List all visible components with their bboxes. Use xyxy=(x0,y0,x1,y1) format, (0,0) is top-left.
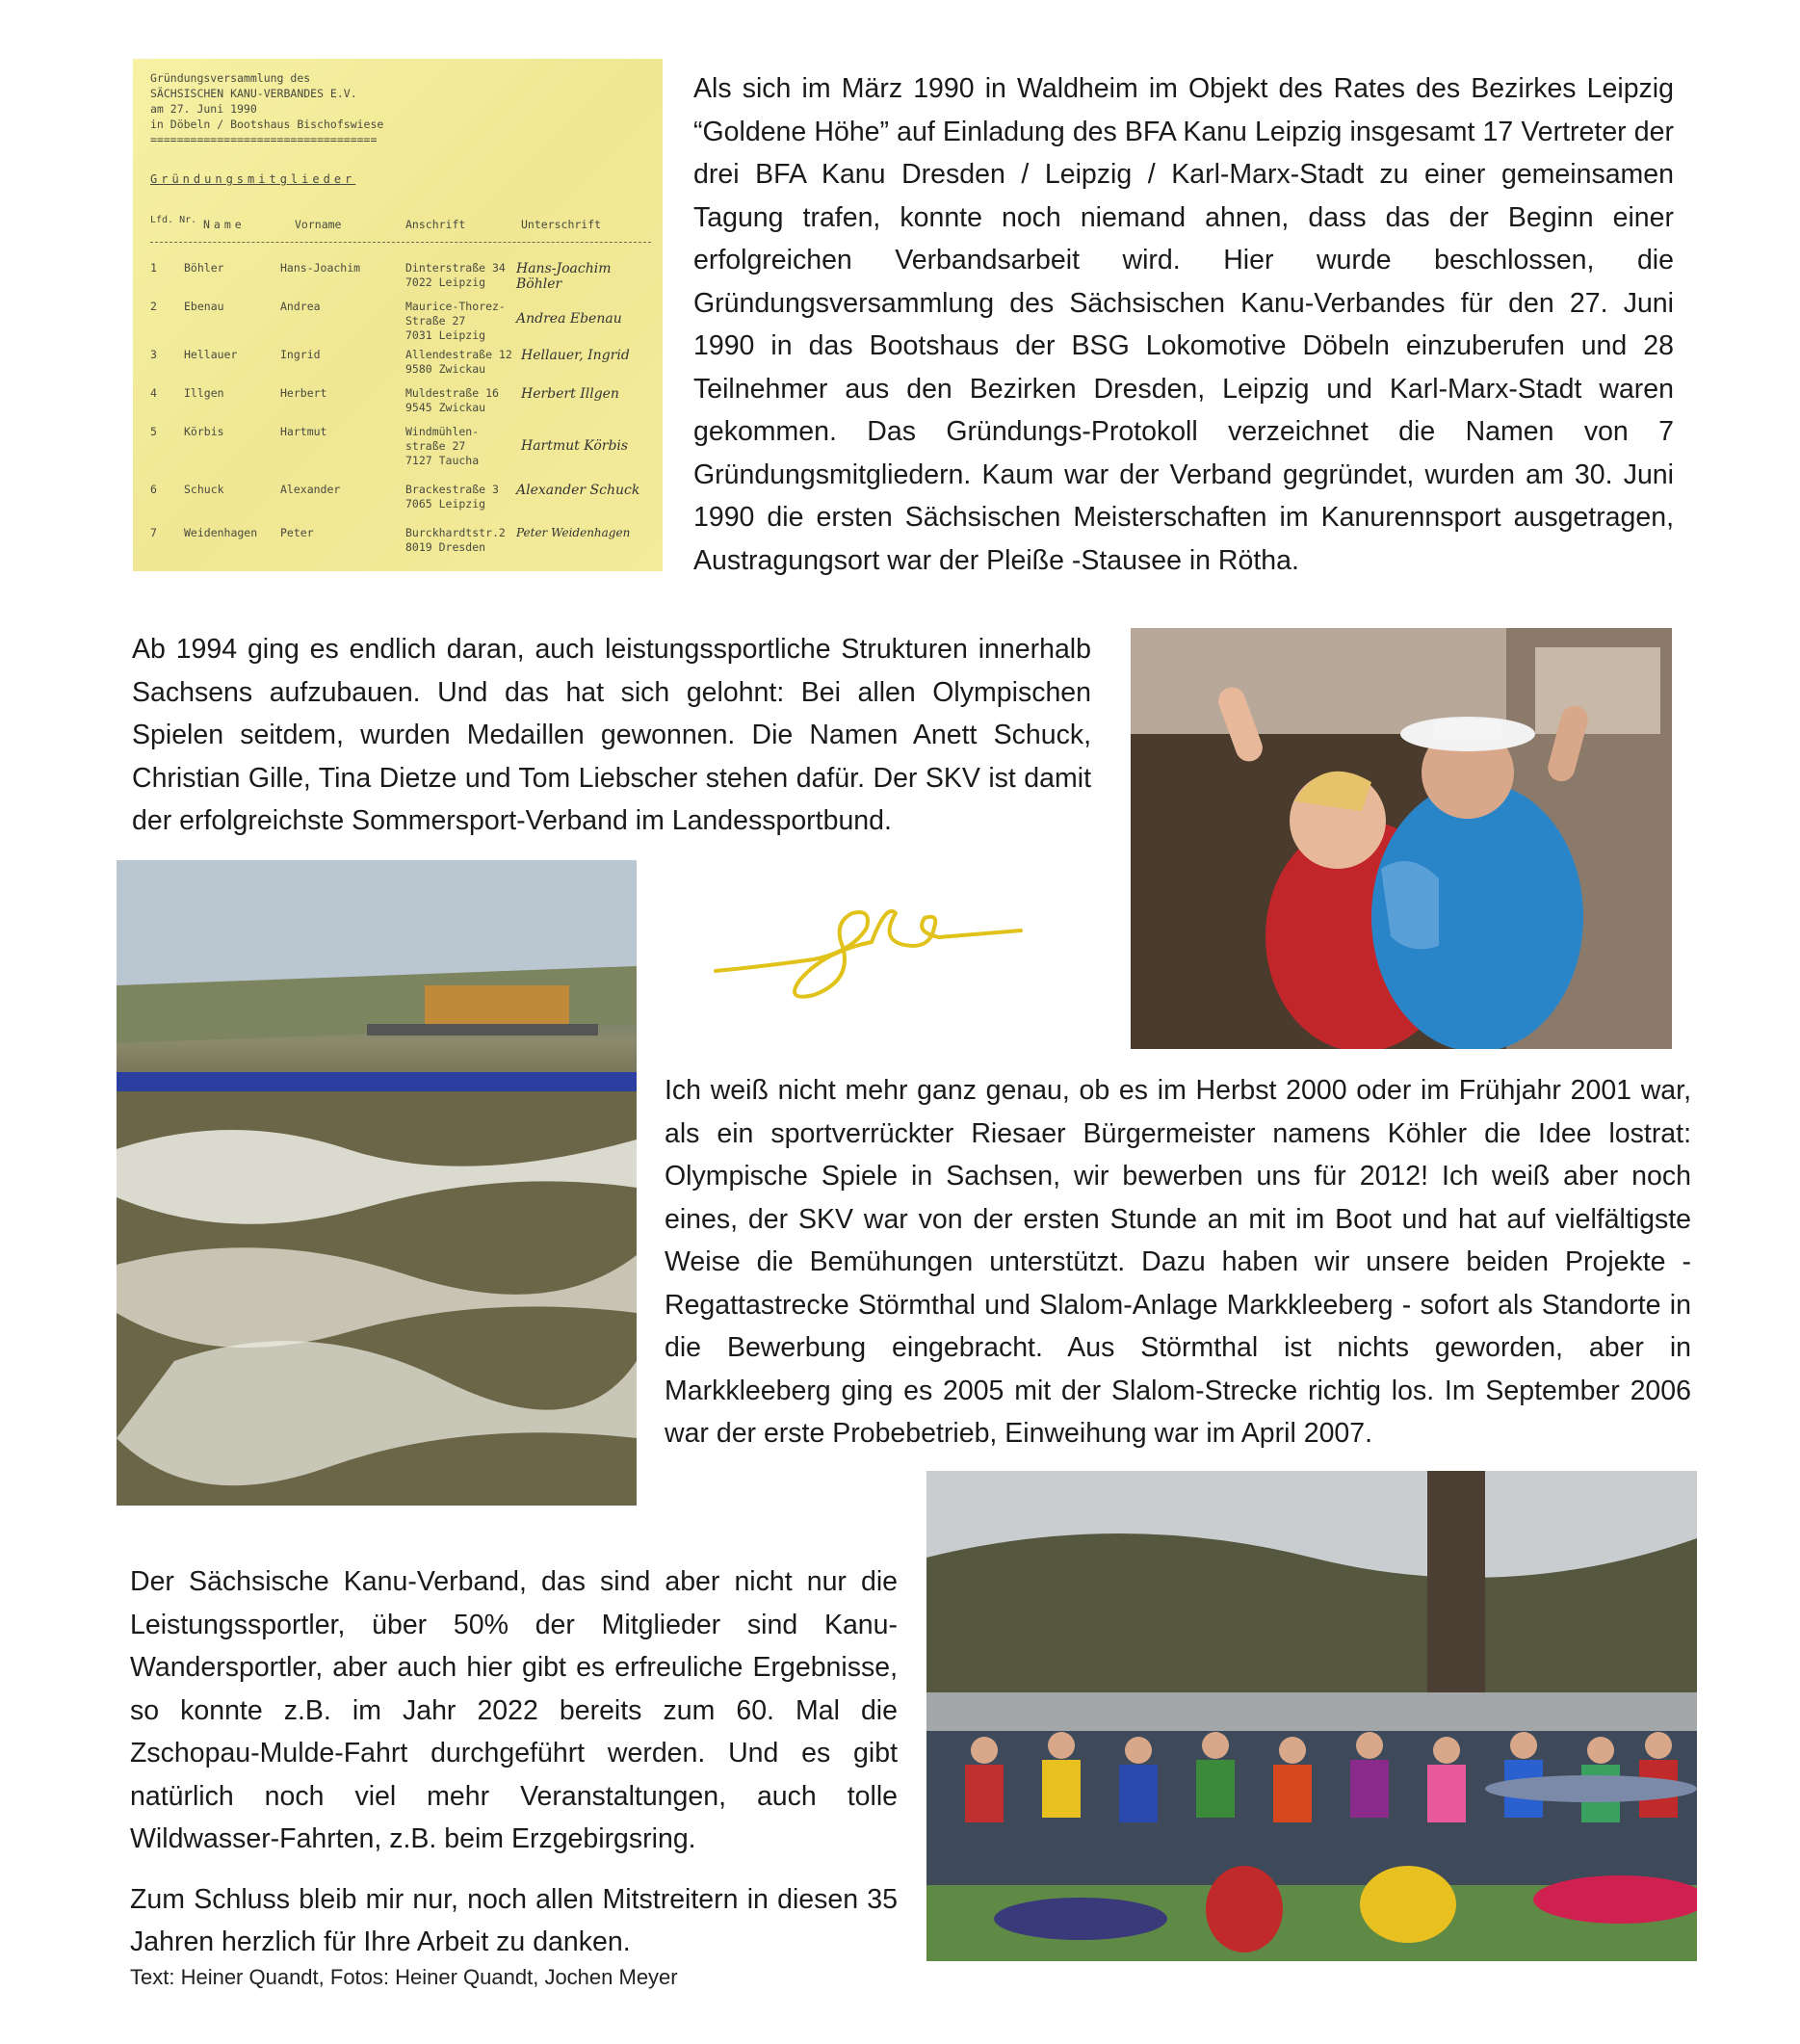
member-signature: Herbert Illgen xyxy=(521,386,619,402)
member-name: Illgen xyxy=(184,386,224,400)
member-vorname: Herbert xyxy=(280,386,327,400)
paragraph-closing: Zum Schluss bleib mir nur, noch allen Mitstreitern in diesen 35 Jahren herzlich für Ihre Arbeit zu danken. xyxy=(130,1883,898,1957)
member-nr: 5 xyxy=(150,425,157,438)
document-header-line: in Döbeln / Bootshaus Bischofswiese xyxy=(150,118,384,131)
paragraph-text: Ich weiß nicht mehr ganz genau, ob es im Herbst 2000 oder im Frühjahr 2001 war, als ein sportverrückter Riesaer Bürgermeister namens Köhler die Idee lostrat: Olympische Spiele in Sachsen, wir bewerben uns für 2012! Ich weiß aber noch eines, der SKV war von der ersten Stunde an mit im Boot und hat auf vielfältigste Weise die Bemühungen unterstützt. Dazu haben wir unsere beiden Projekte - Regattastrecke Störmthal und Slalom-Anlage Markkleeberg - sofort als Standorte in die Bewerbung eingebracht. Aus Störmthal ist nichts geworden, aber in Markkleeberg ging es 2005 mit der Slalom-Strecke richtig los. Im September 2006 war der erste Probebetrieb, Einweihung war im April 2007. xyxy=(665,1075,1691,1449)
document-table-header xyxy=(150,213,651,243)
member-signature: Andrea Ebenau xyxy=(516,311,622,327)
document-member-row xyxy=(150,386,651,415)
member-name: Ebenau xyxy=(184,300,224,313)
member-anschrift: Burckhardtstr.2 8019 Dresden xyxy=(405,526,506,554)
document-header-line: SÄCHSISCHEN KANU-VERBANDES E.V. xyxy=(150,87,357,100)
document-rule: ================================== xyxy=(150,133,378,146)
member-anschrift: Brackestraße 3 7065 Leipzig xyxy=(405,483,499,511)
document-section-title: Gründungsmitglieder xyxy=(150,172,356,186)
whitewater-slalom-photo xyxy=(117,860,637,1506)
col-nr: Lfd. Nr. xyxy=(150,215,197,225)
member-nr: 6 xyxy=(150,483,157,496)
member-signature: Peter Weidenhagen xyxy=(516,526,631,539)
member-anschrift: Maurice-Thorez- Straße 27 7031 Leipzig xyxy=(405,300,506,342)
document-member-row xyxy=(150,483,651,511)
document-member-row xyxy=(150,348,651,377)
member-signature: Hans-Joachim Böhler xyxy=(516,261,612,292)
paragraph-olympic-bid xyxy=(665,1069,1691,1455)
member-name: Hellauer xyxy=(184,348,238,361)
document-header xyxy=(150,70,383,147)
member-anschrift: Dinterstraße 34 7022 Leipzig xyxy=(405,261,506,289)
member-vorname: Alexander xyxy=(280,483,341,496)
document-member-row xyxy=(150,526,651,555)
document-member-row xyxy=(150,425,651,467)
document-member-row xyxy=(150,261,651,290)
member-nr: 4 xyxy=(150,386,157,400)
member-nr: 1 xyxy=(150,261,157,275)
document-header-line: Gründungsversammlung des xyxy=(150,71,311,85)
col-anschrift: Anschrift xyxy=(405,218,466,231)
member-vorname: Ingrid xyxy=(280,348,321,361)
paragraph-text: Als sich im März 1990 in Waldheim im Objekt des Rates des Bezirkes Leipzig “Goldene Höhe” auf Einladung des BFA Kanu Leipzig insgesamt 17 Vertreter der drei BFA Kanu Dresden / Leipzig / Karl-Marx-Stadt zu einer gemeinsamen Tagung trafen, konnte noch niemand ahnen, dass das der Beginn einer erfolgreichen Verbandsarbeit wird. Hier wurde beschlossen, die Gründungsversammlung des Sächsischen Kanu-Verbandes für den 27. Juni 1990 in das Bootshaus der BSG Lokomotive Döbeln einzuberufen und 28 Teilnehmer aus den Bezirken Dresden, Leipzig und Karl-Marx-Stadt waren gekommen. Das Gründungs-Protokoll verzeichnet die Namen von 7 Gründungsmitgliedern. Kaum war der Verband gegründet, wurden am 30. Juni 1990 die ersten Sächsischen Meisterschaften im Kanurennsport ausgetragen, Austragungsort war der Pleiße -Stausee in Rötha. xyxy=(693,73,1674,576)
paragraph-performance-sport xyxy=(132,628,1091,843)
member-vorname: Andrea xyxy=(280,300,321,313)
signature-image xyxy=(708,875,1026,1009)
group-canoe-photo xyxy=(926,1471,1697,1961)
medal-winners-photo-illustration xyxy=(1131,628,1672,1049)
member-vorname: Hans-Joachim xyxy=(280,261,361,275)
paragraph-text: Der Sächsische Kanu-Verband, das sind aber nicht nur die Leistungssportler, über 50% der Mitglieder sind Kanu-Wandersportler, aber auch hier gibt es erfreuliche Ergebnisse, so konnte z.B. im Jahr 2022 bereits zum 60. Mal die Zschopau-Mulde-Fahrt durchgeführt werden. Und es gibt natürlich noch viel mehr Veranstaltungen, auch tolle Wildwasser-Fahrten, z.B. beim Erzgebirgsring. xyxy=(130,1566,898,1854)
medal-winners-photo xyxy=(1131,628,1672,1049)
member-name: Böhler xyxy=(184,261,224,275)
col-name: Name xyxy=(203,218,246,231)
member-signature: Hellauer, Ingrid xyxy=(521,348,630,363)
member-name: Schuck xyxy=(184,483,224,496)
member-anschrift: Allendestraße 12 9580 Zwickau xyxy=(405,348,512,376)
col-vorname: Vorname xyxy=(295,218,342,231)
paragraph-founding xyxy=(693,67,1674,582)
member-signature: Alexander Schuck xyxy=(516,483,640,498)
group-photo-illustration xyxy=(926,1471,1697,1961)
document-header-line: am 27. Juni 1990 xyxy=(150,102,257,116)
whitewater-photo-illustration xyxy=(117,860,637,1506)
member-name: Weidenhagen xyxy=(184,526,258,539)
member-anschrift: Windmühlen- straße 27 7127 Taucha xyxy=(405,425,480,467)
document-member-row xyxy=(150,300,651,342)
col-unterschrift: Unterschrift xyxy=(521,218,602,231)
paragraph-canoe-touring xyxy=(130,1560,898,1964)
founding-document-image xyxy=(133,59,663,571)
member-nr: 2 xyxy=(150,300,157,313)
member-name: Körbis xyxy=(184,425,224,438)
member-signature: Hartmut Körbis xyxy=(521,438,629,454)
member-nr: 3 xyxy=(150,348,157,361)
member-nr: 7 xyxy=(150,526,157,539)
member-vorname: Peter xyxy=(280,526,314,539)
paragraph-text: Ab 1994 ging es endlich daran, auch leistungssportliche Strukturen innerhalb Sachsens aufzubauen. Und das hat sich gelohnt: Bei allen Olympischen Spielen seitdem, wurden Medaillen gewonnen. Die Namen Anett Schuck, Christian Gille, Tina Dietze und Tom Liebscher stehen dafür. Der SKV ist damit der erfolgreichste Sommersport-Verband im Landessportbund. xyxy=(132,634,1091,836)
member-vorname: Hartmut xyxy=(280,425,327,438)
signature-icon xyxy=(708,875,1026,1009)
photo-text-credit: Text: Heiner Quandt, Fotos: Heiner Quandt, Jochen Meyer xyxy=(130,1965,678,1989)
member-anschrift: Muldestraße 16 9545 Zwickau xyxy=(405,386,499,414)
